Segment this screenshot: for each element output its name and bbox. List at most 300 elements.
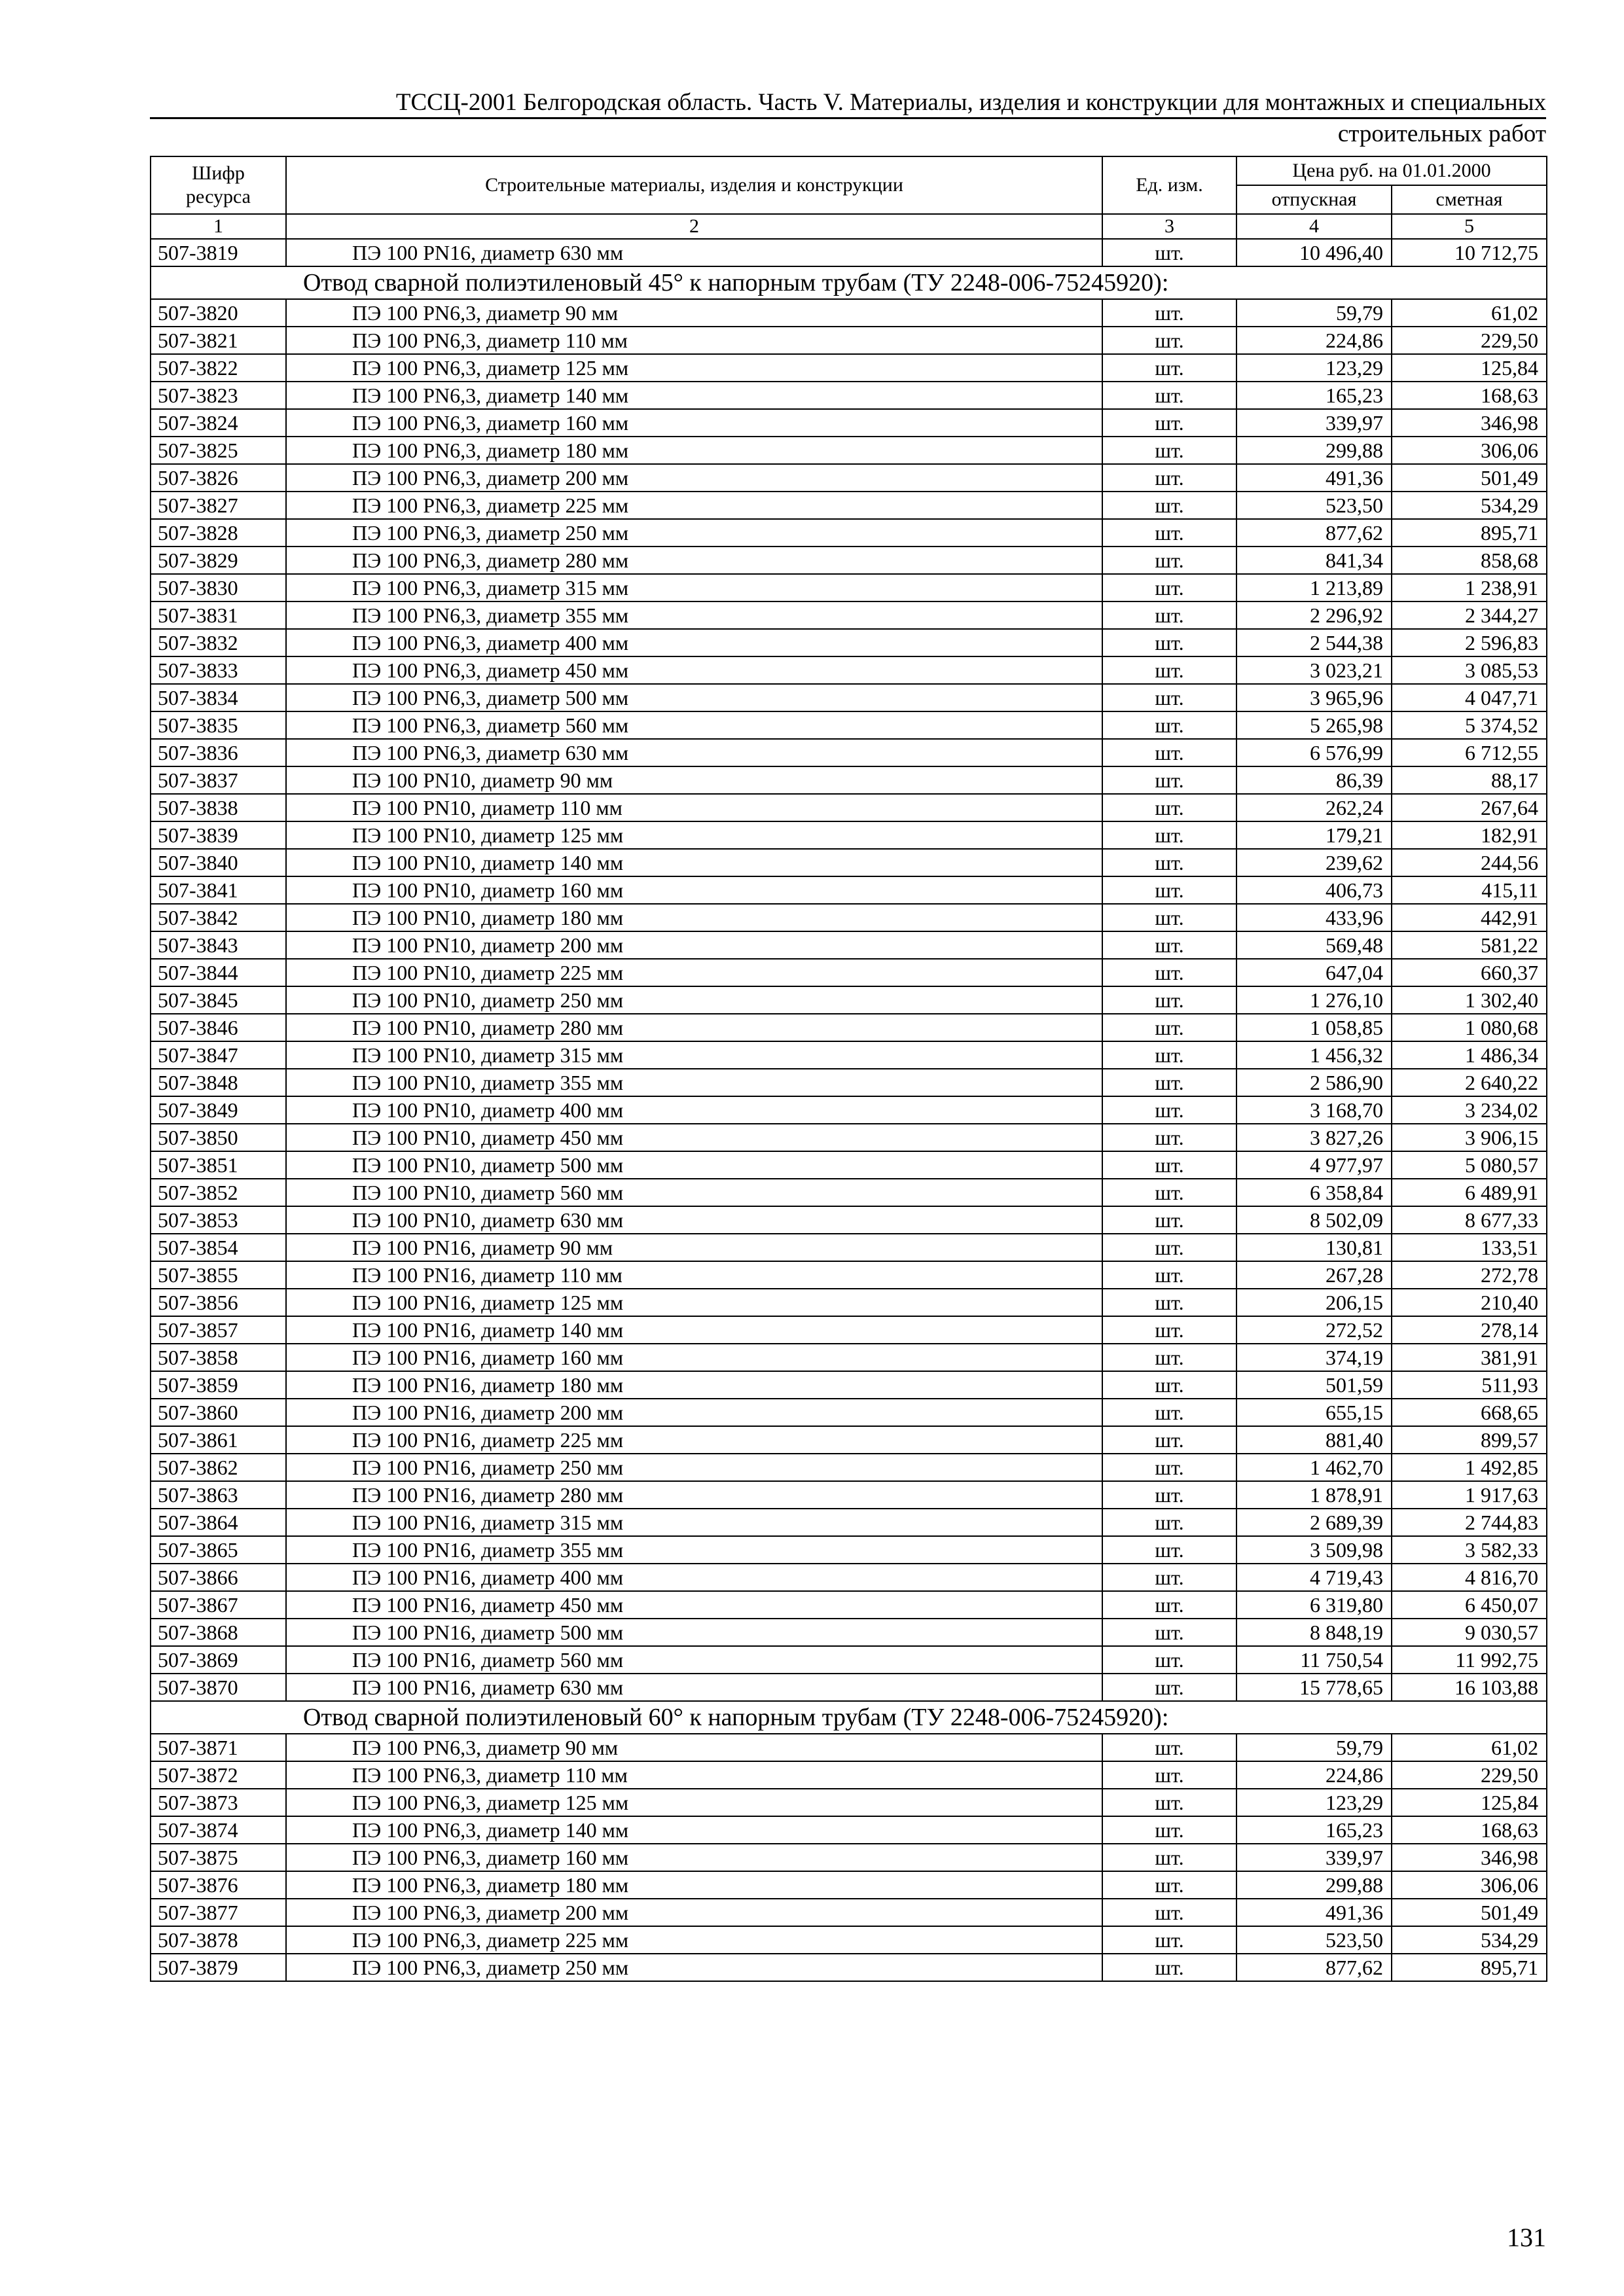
material-name: ПЭ 100 PN6,3, диаметр 125 мм — [286, 354, 1102, 382]
running-header-line1: ТССЦ-2001 Белгородская область. Часть V. Материалы, изделия и конструкции для монтажных и специальных — [395, 89, 1546, 116]
material-name: ПЭ 100 PN6,3, диаметр 250 мм — [286, 1954, 1102, 1981]
material-name: ПЭ 100 PN10, диаметр 250 мм — [286, 986, 1102, 1014]
unit: шт. — [1102, 574, 1236, 601]
release-price: 1 213,89 — [1236, 574, 1392, 601]
estimate-price: 1 917,63 — [1392, 1481, 1547, 1509]
release-price: 206,15 — [1236, 1289, 1392, 1316]
unit: шт. — [1102, 1096, 1236, 1124]
unit: шт. — [1102, 327, 1236, 354]
table-row — [151, 1899, 1547, 1926]
resource-code: 507-3823 — [151, 382, 286, 409]
estimate-price: 1 302,40 — [1392, 986, 1547, 1014]
material-name: ПЭ 100 PN16, диаметр 180 мм — [286, 1371, 1102, 1399]
estimate-price: 346,98 — [1392, 1844, 1547, 1871]
unit: шт. — [1102, 1871, 1236, 1899]
release-price: 15 778,65 — [1236, 1674, 1392, 1701]
unit: шт. — [1102, 1844, 1236, 1871]
table-row — [151, 959, 1547, 986]
table-row — [151, 1954, 1547, 1981]
release-price: 11 750,54 — [1236, 1646, 1392, 1674]
resource-code: 507-3861 — [151, 1426, 286, 1454]
material-name: ПЭ 100 PN10, диаметр 630 мм — [286, 1206, 1102, 1234]
estimate-price: 6 489,91 — [1392, 1179, 1547, 1206]
resource-code: 507-3827 — [151, 492, 286, 519]
table-row — [151, 794, 1547, 821]
release-price: 272,52 — [1236, 1316, 1392, 1344]
resource-code: 507-3874 — [151, 1816, 286, 1844]
resource-code: 507-3866 — [151, 1564, 286, 1591]
table-row — [151, 1399, 1547, 1426]
table-row — [151, 464, 1547, 492]
estimate-price: 133,51 — [1392, 1234, 1547, 1261]
unit: шт. — [1102, 1151, 1236, 1179]
estimate-price: 442,91 — [1392, 904, 1547, 931]
release-price: 224,86 — [1236, 327, 1392, 354]
estimate-price: 6 450,07 — [1392, 1591, 1547, 1619]
material-name: ПЭ 100 PN10, диаметр 400 мм — [286, 1096, 1102, 1124]
material-name: ПЭ 100 PN16, диаметр 450 мм — [286, 1591, 1102, 1619]
table-row — [151, 437, 1547, 464]
unit: шт. — [1102, 1954, 1236, 1981]
resource-code: 507-3836 — [151, 739, 286, 766]
resource-code: 507-3840 — [151, 849, 286, 876]
release-price: 491,36 — [1236, 1899, 1392, 1926]
release-price: 2 689,39 — [1236, 1509, 1392, 1536]
table-row — [151, 1289, 1547, 1316]
column-number: 3 — [1102, 214, 1236, 239]
material-name: ПЭ 100 PN6,3, диаметр 315 мм — [286, 574, 1102, 601]
release-price: 267,28 — [1236, 1261, 1392, 1289]
unit: шт. — [1102, 1261, 1236, 1289]
unit: шт. — [1102, 986, 1236, 1014]
resource-code: 507-3869 — [151, 1646, 286, 1674]
material-name: ПЭ 100 PN6,3, диаметр 160 мм — [286, 409, 1102, 437]
unit: шт. — [1102, 684, 1236, 711]
table-row — [151, 601, 1547, 629]
table-row — [151, 656, 1547, 684]
table-row — [151, 1371, 1547, 1399]
estimate-price: 501,49 — [1392, 464, 1547, 492]
material-name: ПЭ 100 PN6,3, диаметр 450 мм — [286, 656, 1102, 684]
material-name: ПЭ 100 PN10, диаметр 280 мм — [286, 1014, 1102, 1041]
release-price: 339,97 — [1236, 1844, 1392, 1871]
material-name: ПЭ 100 PN10, диаметр 160 мм — [286, 876, 1102, 904]
unit: шт. — [1102, 1014, 1236, 1041]
release-price: 8 848,19 — [1236, 1619, 1392, 1646]
resource-code: 507-3828 — [151, 519, 286, 547]
material-name: ПЭ 100 PN10, диаметр 500 мм — [286, 1151, 1102, 1179]
release-price: 165,23 — [1236, 1816, 1392, 1844]
running-header-line2: строительных работ — [1337, 120, 1546, 147]
unit: шт. — [1102, 1816, 1236, 1844]
column-number: 5 — [1392, 214, 1547, 239]
release-price: 5 265,98 — [1236, 711, 1392, 739]
material-name: ПЭ 100 PN16, диаметр 200 мм — [286, 1399, 1102, 1426]
resource-code: 507-3862 — [151, 1454, 286, 1481]
material-name: ПЭ 100 PN6,3, диаметр 250 мм — [286, 519, 1102, 547]
material-name: ПЭ 100 PN10, диаметр 110 мм — [286, 794, 1102, 821]
table-row — [151, 629, 1547, 656]
table-row — [151, 1816, 1547, 1844]
material-name: ПЭ 100 PN10, диаметр 225 мм — [286, 959, 1102, 986]
unit: шт. — [1102, 849, 1236, 876]
table-row — [151, 1344, 1547, 1371]
header-estimate-price: сметная — [1392, 185, 1547, 214]
estimate-price: 895,71 — [1392, 1954, 1547, 1981]
release-price: 299,88 — [1236, 437, 1392, 464]
release-price: 3 509,98 — [1236, 1536, 1392, 1564]
table-row — [151, 1261, 1547, 1289]
material-name: ПЭ 100 PN10, диаметр 140 мм — [286, 849, 1102, 876]
table-row — [151, 876, 1547, 904]
material-name: ПЭ 100 PN16, диаметр 225 мм — [286, 1426, 1102, 1454]
table-row — [151, 1151, 1547, 1179]
section-heading-row — [151, 266, 1547, 299]
table-row — [151, 1734, 1547, 1761]
table-row — [151, 1179, 1547, 1206]
resource-code: 507-3851 — [151, 1151, 286, 1179]
release-price: 224,86 — [1236, 1761, 1392, 1789]
resource-code: 507-3876 — [151, 1871, 286, 1899]
material-name: ПЭ 100 PN16, диаметр 400 мм — [286, 1564, 1102, 1591]
material-name: ПЭ 100 PN6,3, диаметр 630 мм — [286, 739, 1102, 766]
resource-code: 507-3846 — [151, 1014, 286, 1041]
unit: шт. — [1102, 1646, 1236, 1674]
material-name: ПЭ 100 PN6,3, диаметр 225 мм — [286, 1926, 1102, 1954]
estimate-price: 511,93 — [1392, 1371, 1547, 1399]
table-row — [151, 327, 1547, 354]
table-row — [151, 684, 1547, 711]
estimate-price: 182,91 — [1392, 821, 1547, 849]
unit: шт. — [1102, 904, 1236, 931]
material-name: ПЭ 100 PN6,3, диаметр 90 мм — [286, 1734, 1102, 1761]
unit: шт. — [1102, 492, 1236, 519]
column-number: 4 — [1236, 214, 1392, 239]
material-name: ПЭ 100 PN10, диаметр 180 мм — [286, 904, 1102, 931]
release-price: 655,15 — [1236, 1399, 1392, 1426]
header-price: Цена руб. на 01.01.2000 — [1236, 156, 1547, 185]
table-body — [151, 239, 1547, 1981]
estimate-price: 2 744,83 — [1392, 1509, 1547, 1536]
estimate-price: 381,91 — [1392, 1344, 1547, 1371]
release-price: 374,19 — [1236, 1344, 1392, 1371]
release-price: 877,62 — [1236, 519, 1392, 547]
table-row — [151, 986, 1547, 1014]
release-price: 841,34 — [1236, 547, 1392, 574]
section-heading: Отвод сварной полиэтиленовый 45° к напорным трубам (ТУ 2248-006-75245920): — [151, 266, 1547, 299]
unit: шт. — [1102, 711, 1236, 739]
material-name: ПЭ 100 PN16, диаметр 630 мм — [286, 1674, 1102, 1701]
estimate-price: 6 712,55 — [1392, 739, 1547, 766]
estimate-price: 2 596,83 — [1392, 629, 1547, 656]
release-price: 86,39 — [1236, 766, 1392, 794]
table-row — [151, 1871, 1547, 1899]
release-price: 3 168,70 — [1236, 1096, 1392, 1124]
estimate-price: 346,98 — [1392, 409, 1547, 437]
resource-code: 507-3858 — [151, 1344, 286, 1371]
material-name: ПЭ 100 PN16, диаметр 250 мм — [286, 1454, 1102, 1481]
material-name: ПЭ 100 PN16, диаметр 630 мм — [286, 239, 1102, 266]
unit: шт. — [1102, 1564, 1236, 1591]
estimate-price: 1 080,68 — [1392, 1014, 1547, 1041]
resource-code: 507-3819 — [151, 239, 286, 266]
resource-code: 507-3820 — [151, 299, 286, 327]
resource-code: 507-3860 — [151, 1399, 286, 1426]
table-row — [151, 1481, 1547, 1509]
resource-code: 507-3831 — [151, 601, 286, 629]
material-name: ПЭ 100 PN6,3, диаметр 560 мм — [286, 711, 1102, 739]
unit: шт. — [1102, 1899, 1236, 1926]
estimate-price: 267,64 — [1392, 794, 1547, 821]
release-price: 4 719,43 — [1236, 1564, 1392, 1591]
unit: шт. — [1102, 739, 1236, 766]
release-price: 406,73 — [1236, 876, 1392, 904]
unit: шт. — [1102, 1041, 1236, 1069]
unit: шт. — [1102, 959, 1236, 986]
material-name: ПЭ 100 PN16, диаметр 355 мм — [286, 1536, 1102, 1564]
estimate-price: 581,22 — [1392, 931, 1547, 959]
estimate-price: 4 047,71 — [1392, 684, 1547, 711]
release-price: 6 358,84 — [1236, 1179, 1392, 1206]
resource-code: 507-3877 — [151, 1899, 286, 1926]
resource-code: 507-3865 — [151, 1536, 286, 1564]
estimate-price: 229,50 — [1392, 1761, 1547, 1789]
table-row — [151, 1591, 1547, 1619]
table-row — [151, 849, 1547, 876]
header-name: Строительные материалы, изделия и конструкции — [286, 156, 1102, 214]
material-name: ПЭ 100 PN6,3, диаметр 140 мм — [286, 1816, 1102, 1844]
table-row — [151, 1096, 1547, 1124]
table-row — [151, 1564, 1547, 1591]
table-row — [151, 766, 1547, 794]
unit: шт. — [1102, 239, 1236, 266]
unit: шт. — [1102, 1316, 1236, 1344]
resource-code: 507-3863 — [151, 1481, 286, 1509]
material-name: ПЭ 100 PN10, диаметр 560 мм — [286, 1179, 1102, 1206]
release-price: 2 586,90 — [1236, 1069, 1392, 1096]
resource-code: 507-3870 — [151, 1674, 286, 1701]
estimate-price: 5 080,57 — [1392, 1151, 1547, 1179]
material-name: ПЭ 100 PN10, диаметр 200 мм — [286, 931, 1102, 959]
material-name: ПЭ 100 PN16, диаметр 160 мм — [286, 1344, 1102, 1371]
table-row — [151, 239, 1547, 266]
unit: шт. — [1102, 1371, 1236, 1399]
resource-code: 507-3830 — [151, 574, 286, 601]
release-price: 2 296,92 — [1236, 601, 1392, 629]
resource-code: 507-3872 — [151, 1761, 286, 1789]
price-table — [150, 156, 1547, 1982]
table-row — [151, 1206, 1547, 1234]
material-name: ПЭ 100 PN6,3, диаметр 110 мм — [286, 327, 1102, 354]
unit: шт. — [1102, 876, 1236, 904]
table-row — [151, 574, 1547, 601]
table-row — [151, 354, 1547, 382]
material-name: ПЭ 100 PN16, диаметр 500 мм — [286, 1619, 1102, 1646]
release-price: 2 544,38 — [1236, 629, 1392, 656]
release-price: 59,79 — [1236, 1734, 1392, 1761]
estimate-price: 4 816,70 — [1392, 1564, 1547, 1591]
resource-code: 507-3842 — [151, 904, 286, 931]
page-number: 131 — [1507, 2223, 1546, 2252]
table-row — [151, 382, 1547, 409]
table-row — [151, 931, 1547, 959]
resource-code: 507-3839 — [151, 821, 286, 849]
estimate-price: 2 640,22 — [1392, 1069, 1547, 1096]
material-name: ПЭ 100 PN10, диаметр 315 мм — [286, 1041, 1102, 1069]
table-row — [151, 299, 1547, 327]
estimate-price: 306,06 — [1392, 437, 1547, 464]
table-row — [151, 1316, 1547, 1344]
table-row — [151, 1041, 1547, 1069]
resource-code: 507-3837 — [151, 766, 286, 794]
unit: шт. — [1102, 1179, 1236, 1206]
estimate-price: 168,63 — [1392, 1816, 1547, 1844]
release-price: 8 502,09 — [1236, 1206, 1392, 1234]
unit: шт. — [1102, 1399, 1236, 1426]
estimate-price: 210,40 — [1392, 1289, 1547, 1316]
header-code: Шифр ресурса — [151, 156, 286, 214]
estimate-price: 1 486,34 — [1392, 1041, 1547, 1069]
unit: шт. — [1102, 382, 1236, 409]
table-row — [151, 1509, 1547, 1536]
resource-code: 507-3864 — [151, 1509, 286, 1536]
estimate-price: 3 582,33 — [1392, 1536, 1547, 1564]
material-name: ПЭ 100 PN6,3, диаметр 400 мм — [286, 629, 1102, 656]
table-row — [151, 739, 1547, 766]
unit: шт. — [1102, 1289, 1236, 1316]
table-row — [151, 711, 1547, 739]
resource-code: 507-3835 — [151, 711, 286, 739]
unit: шт. — [1102, 1509, 1236, 1536]
table-row — [151, 821, 1547, 849]
table-header — [151, 156, 1547, 239]
material-name: ПЭ 100 PN6,3, диаметр 500 мм — [286, 684, 1102, 711]
estimate-price: 9 030,57 — [1392, 1619, 1547, 1646]
resource-code: 507-3841 — [151, 876, 286, 904]
release-price: 491,36 — [1236, 464, 1392, 492]
resource-code: 507-3838 — [151, 794, 286, 821]
resource-code: 507-3873 — [151, 1789, 286, 1816]
resource-code: 507-3867 — [151, 1591, 286, 1619]
resource-code: 507-3832 — [151, 629, 286, 656]
material-name: ПЭ 100 PN6,3, диаметр 225 мм — [286, 492, 1102, 519]
table-row — [151, 1926, 1547, 1954]
release-price: 569,48 — [1236, 931, 1392, 959]
table-row — [151, 1454, 1547, 1481]
resource-code: 507-3843 — [151, 931, 286, 959]
section-heading: Отвод сварной полиэтиленовый 60° к напорным трубам (ТУ 2248-006-75245920): — [151, 1701, 1547, 1734]
estimate-price: 660,37 — [1392, 959, 1547, 986]
unit: шт. — [1102, 464, 1236, 492]
table-row — [151, 492, 1547, 519]
section-heading-row — [151, 1701, 1547, 1734]
release-price: 339,97 — [1236, 409, 1392, 437]
resource-code: 507-3848 — [151, 1069, 286, 1096]
material-name: ПЭ 100 PN10, диаметр 450 мм — [286, 1124, 1102, 1151]
table-row — [151, 1674, 1547, 1701]
release-price: 299,88 — [1236, 1871, 1392, 1899]
table-row — [151, 1761, 1547, 1789]
release-price: 523,50 — [1236, 1926, 1392, 1954]
estimate-price: 1 492,85 — [1392, 1454, 1547, 1481]
resource-code: 507-3854 — [151, 1234, 286, 1261]
estimate-price: 899,57 — [1392, 1426, 1547, 1454]
unit: шт. — [1102, 1926, 1236, 1954]
resource-code: 507-3868 — [151, 1619, 286, 1646]
estimate-price: 534,29 — [1392, 492, 1547, 519]
estimate-price: 61,02 — [1392, 299, 1547, 327]
header-rule — [150, 117, 1546, 119]
resource-code: 507-3879 — [151, 1954, 286, 1981]
resource-code: 507-3845 — [151, 986, 286, 1014]
resource-code: 507-3821 — [151, 327, 286, 354]
unit: шт. — [1102, 1536, 1236, 1564]
release-price: 523,50 — [1236, 492, 1392, 519]
release-price: 123,29 — [1236, 354, 1392, 382]
unit: шт. — [1102, 1761, 1236, 1789]
unit: шт. — [1102, 1124, 1236, 1151]
estimate-price: 278,14 — [1392, 1316, 1547, 1344]
resource-code: 507-3834 — [151, 684, 286, 711]
release-price: 6 576,99 — [1236, 739, 1392, 766]
resource-code: 507-3856 — [151, 1289, 286, 1316]
release-price: 179,21 — [1236, 821, 1392, 849]
table-row — [151, 1646, 1547, 1674]
estimate-price: 61,02 — [1392, 1734, 1547, 1761]
unit: шт. — [1102, 1789, 1236, 1816]
table-row — [151, 547, 1547, 574]
unit: шт. — [1102, 1619, 1236, 1646]
resource-code: 507-3850 — [151, 1124, 286, 1151]
release-price: 10 496,40 — [1236, 239, 1392, 266]
resource-code: 507-3824 — [151, 409, 286, 437]
unit: шт. — [1102, 1674, 1236, 1701]
unit: шт. — [1102, 1206, 1236, 1234]
table-row — [151, 1069, 1547, 1096]
column-number: 2 — [286, 214, 1102, 239]
estimate-price: 125,84 — [1392, 1789, 1547, 1816]
release-price: 239,62 — [1236, 849, 1392, 876]
unit: шт. — [1102, 1234, 1236, 1261]
release-price: 4 977,97 — [1236, 1151, 1392, 1179]
material-name: ПЭ 100 PN6,3, диаметр 140 мм — [286, 382, 1102, 409]
release-price: 262,24 — [1236, 794, 1392, 821]
material-name: ПЭ 100 PN10, диаметр 90 мм — [286, 766, 1102, 794]
resource-code: 507-3825 — [151, 437, 286, 464]
release-price: 165,23 — [1236, 382, 1392, 409]
resource-code: 507-3833 — [151, 656, 286, 684]
release-price: 1 462,70 — [1236, 1454, 1392, 1481]
unit: шт. — [1102, 1344, 1236, 1371]
unit: шт. — [1102, 656, 1236, 684]
material-name: ПЭ 100 PN6,3, диаметр 110 мм — [286, 1761, 1102, 1789]
estimate-price: 10 712,75 — [1392, 239, 1547, 266]
material-name: ПЭ 100 PN16, диаметр 125 мм — [286, 1289, 1102, 1316]
unit: шт. — [1102, 1069, 1236, 1096]
release-price: 1 878,91 — [1236, 1481, 1392, 1509]
material-name: ПЭ 100 PN6,3, диаметр 200 мм — [286, 464, 1102, 492]
estimate-price: 88,17 — [1392, 766, 1547, 794]
unit: шт. — [1102, 601, 1236, 629]
table-row — [151, 1014, 1547, 1041]
resource-code: 507-3859 — [151, 1371, 286, 1399]
unit: шт. — [1102, 299, 1236, 327]
estimate-price: 244,56 — [1392, 849, 1547, 876]
unit: шт. — [1102, 821, 1236, 849]
release-price: 1 058,85 — [1236, 1014, 1392, 1041]
release-price: 3 965,96 — [1236, 684, 1392, 711]
material-name: ПЭ 100 PN10, диаметр 355 мм — [286, 1069, 1102, 1096]
